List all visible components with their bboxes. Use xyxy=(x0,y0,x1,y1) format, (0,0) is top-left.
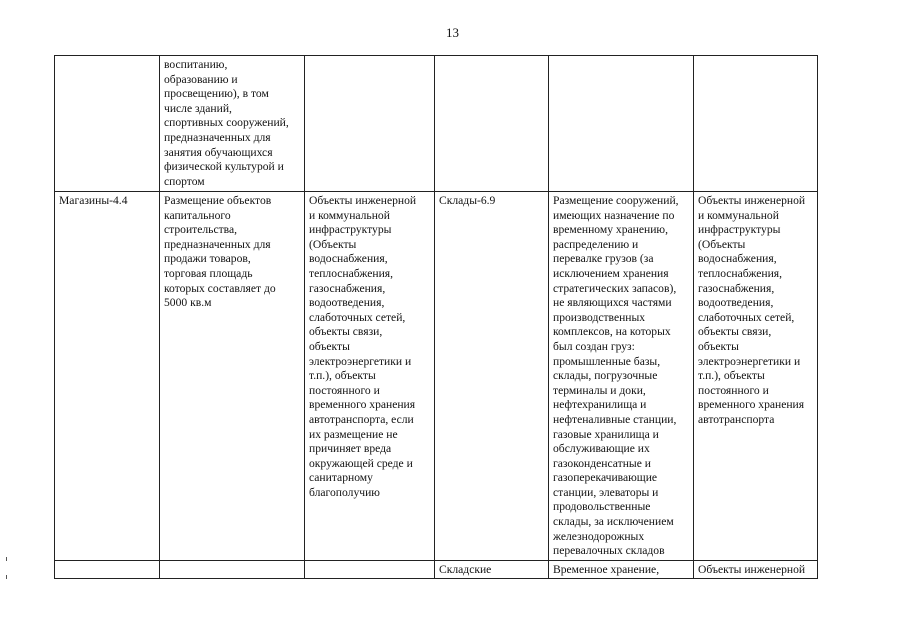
text-line: терминалы и доки, xyxy=(553,383,646,397)
text-line: водоотведения, xyxy=(698,296,774,310)
text-line: их размещение не xyxy=(309,427,398,441)
table-cell xyxy=(55,561,160,579)
table-cell xyxy=(549,56,694,192)
text-line: имеющих назначение по xyxy=(553,208,675,222)
text-line: и коммунальной xyxy=(309,208,390,222)
table-cell xyxy=(55,56,160,192)
text-line: Объекты инженерной xyxy=(698,194,806,207)
text-line: постоянного и xyxy=(698,383,769,397)
text-line: перевалочных складов xyxy=(553,544,665,558)
text-line: промышленные базы, xyxy=(553,354,661,368)
text-line: торговая площадь xyxy=(164,266,253,280)
conditional-use-name-cell: Складские xyxy=(435,561,549,579)
land-use-table xyxy=(54,55,818,579)
text-line: и коммунальной xyxy=(698,208,779,222)
text-line: станции, элеваторы и xyxy=(553,485,659,499)
conditional-use-description-cell xyxy=(549,192,694,561)
table-row xyxy=(55,192,818,561)
text-line: не являющихся частями xyxy=(553,296,672,310)
text-line: которых составляет до xyxy=(164,281,276,295)
text-line: распределению и xyxy=(553,237,639,251)
conditional-use-description-cell: Временное хранение, xyxy=(549,561,694,579)
text-line: т.п.), объекты xyxy=(309,369,376,383)
text-line: строительства, xyxy=(164,223,238,237)
text-line: слаботочных сетей, xyxy=(698,310,795,324)
land-use-description-cell xyxy=(160,192,305,561)
text-line: продажи товаров, xyxy=(164,252,251,266)
text-line: теплоснабжения, xyxy=(698,266,783,280)
text-line: объекты xyxy=(698,339,739,353)
text-line: инфраструктуры xyxy=(698,223,781,237)
text-line: газоснабжения, xyxy=(309,281,386,295)
table-cell xyxy=(694,56,818,192)
text-line: электроэнергетики и xyxy=(309,354,412,368)
text-line: временному хранению, xyxy=(553,223,668,237)
text-line: склады, погрузочные xyxy=(553,369,658,383)
text-line: электроэнергетики и xyxy=(698,354,801,368)
text-line: 5000 кв.м xyxy=(164,296,212,310)
text-line: перевалке грузов (за xyxy=(553,252,654,266)
conditional-use-name-cell: Склады-6.9 xyxy=(435,192,549,561)
text-line: обслуживающие их xyxy=(553,442,650,456)
text-line: временного хранения xyxy=(309,398,416,412)
text-line: был создан груз: xyxy=(553,339,635,353)
text-line: временного хранения xyxy=(698,398,805,412)
text-line: числе зданий, xyxy=(164,101,232,115)
text-line: образованию и xyxy=(164,72,238,86)
text-line: автотранспорта xyxy=(698,412,775,426)
land-use-description-cell xyxy=(160,56,305,192)
table-row xyxy=(55,56,818,192)
text-line: Размещение сооружений, xyxy=(553,194,679,207)
text-line: нефтеналивные станции, xyxy=(553,412,677,426)
text-line: продовольственные xyxy=(553,500,651,514)
text-line: газоперекачивающие xyxy=(553,471,658,485)
text-line: железнодорожных xyxy=(553,529,645,543)
text-line: т.п.), объекты xyxy=(698,369,765,383)
text-line: газоснабжения, xyxy=(698,281,775,295)
text-line: санитарному xyxy=(309,471,373,485)
text-line: занятия обучающихся xyxy=(164,145,273,159)
text-line: автотранспорта, если xyxy=(309,412,414,426)
text-line: стратегических запасов), xyxy=(553,281,677,295)
text-line: комплексов, на которых xyxy=(553,325,671,339)
text-line: спортивных сооружений, xyxy=(164,116,289,130)
text-line: объекты xyxy=(309,339,350,353)
text-line: окружающей среде и xyxy=(309,456,413,470)
margin-mark xyxy=(6,575,7,579)
text-line: слаботочных сетей, xyxy=(309,310,406,324)
text-line: просвещению), в том xyxy=(164,87,269,101)
text-line: водоснабжения, xyxy=(309,252,388,266)
conditional-auxiliary-objects-cell xyxy=(694,192,818,561)
text-line: спортом xyxy=(164,174,205,188)
text-line: предназначенных для xyxy=(164,237,271,251)
text-line: капитального xyxy=(164,208,231,222)
text-line: водоотведения, xyxy=(309,296,385,310)
table-cell xyxy=(305,56,435,192)
text-line: (Объекты xyxy=(698,237,746,251)
text-line: исключением хранения xyxy=(553,266,669,280)
text-line: водоснабжения, xyxy=(698,252,777,266)
text-line: газовые хранилища и xyxy=(553,427,659,441)
text-line: физической культурой и xyxy=(164,160,284,174)
conditional-auxiliary-objects-cell: Объекты инженерной xyxy=(694,561,818,579)
table-cell xyxy=(160,561,305,579)
text-line: газоконденсатные и xyxy=(553,456,651,470)
text-line: объекты связи, xyxy=(698,325,772,339)
text-line: инфраструктуры xyxy=(309,223,392,237)
land-use-name-cell: Магазины-4.4 xyxy=(55,192,160,561)
page-number: 13 xyxy=(446,25,459,40)
text-line: благополучию xyxy=(309,485,380,499)
text-line: теплоснабжения, xyxy=(309,266,394,280)
table-cell xyxy=(305,561,435,579)
table-row xyxy=(55,561,818,579)
text-line: Размещение объектов xyxy=(164,194,272,207)
text-line: постоянного и xyxy=(309,383,380,397)
auxiliary-objects-cell xyxy=(305,192,435,561)
text-line: Объекты инженерной xyxy=(309,194,417,207)
text-line: причиняет вреда xyxy=(309,442,392,456)
text-line: производственных xyxy=(553,310,646,324)
margin-mark xyxy=(6,557,7,561)
text-line: предназначенных для xyxy=(164,130,271,144)
text-line: (Объекты xyxy=(309,237,357,251)
table-cell xyxy=(435,56,549,192)
text-line: воспитанию, xyxy=(164,58,228,71)
text-line: объекты связи, xyxy=(309,325,383,339)
text-line: склады, за исключением xyxy=(553,515,674,529)
text-line: нефтехранилища и xyxy=(553,398,647,412)
